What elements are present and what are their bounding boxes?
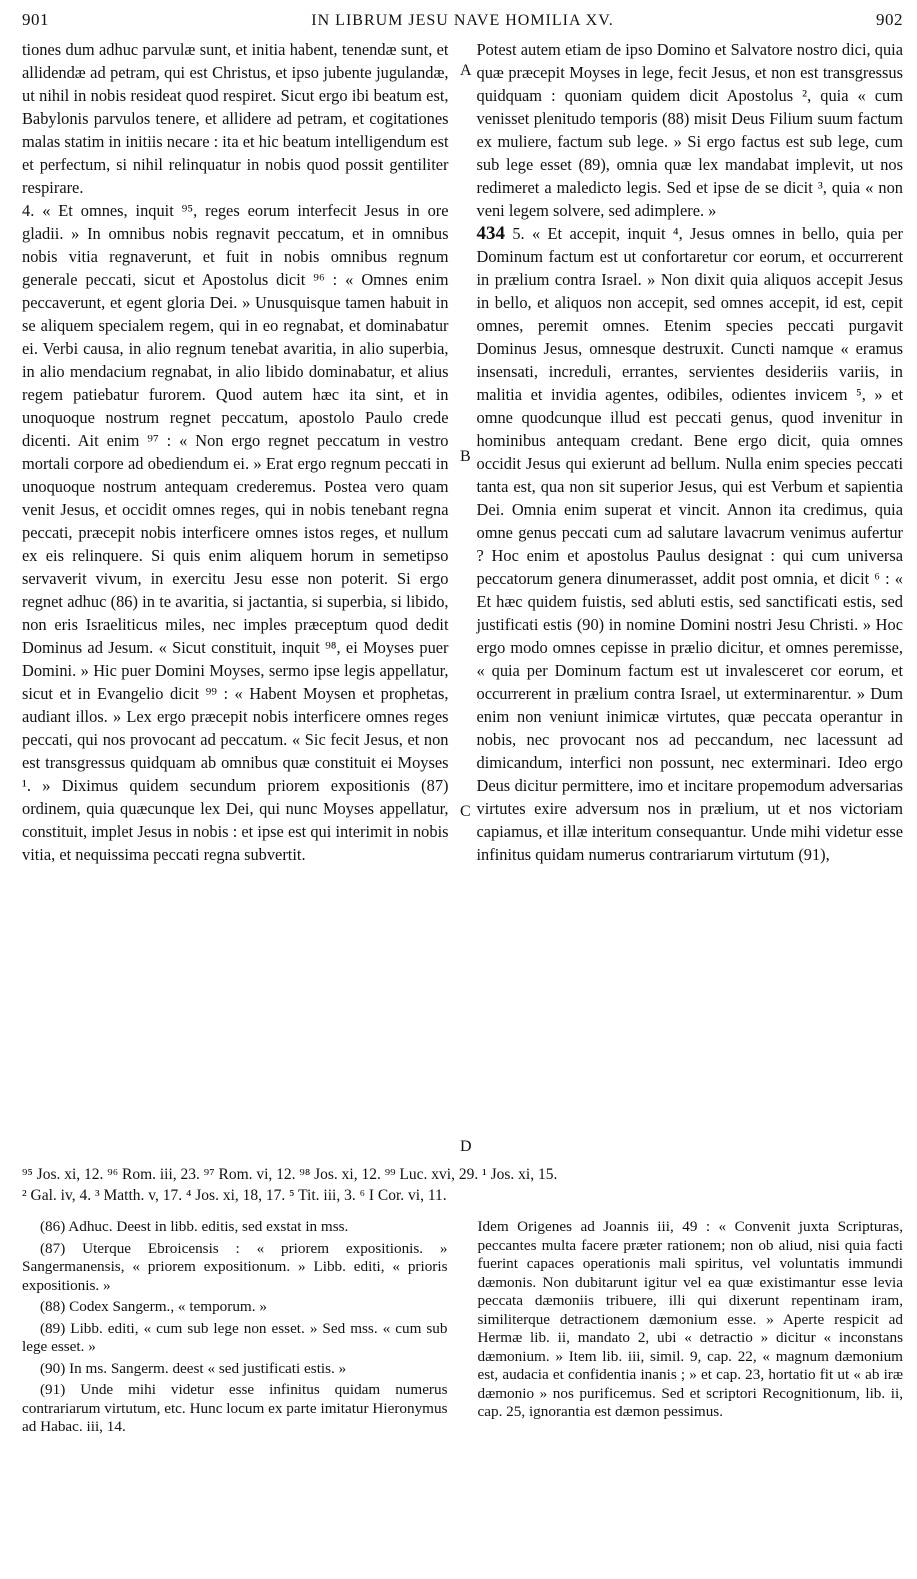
notes-right-column xyxy=(462,1218,904,1440)
margin-letter-c: C xyxy=(460,803,471,820)
main-text xyxy=(22,38,903,1156)
scripture-references xyxy=(22,1164,903,1206)
margin-letter-d: D xyxy=(460,1138,472,1155)
editorial-notes xyxy=(22,1218,903,1440)
note-91-continued: Idem Origenes ad Joannis iii, 49 : « Convenit juxta Scripturas, peccantes multa facere præter rationem; non ob aliud, nisi quia facti fuerint capaces operationis mali spiritus, vel voluntatis immundi dæmonis. Non dubitarunt igitur vel ea quæ existimantur esse levia peccata dæmoniis tribuere, illi qui dixerunt repentinam iram, similiterque detractionem dæmonium esse. » Aperte respicit ad Hermæ lib. ii, mandato 2, ubi « detractio » dicitur « inconstans dæmonium. » Item lib. iii, simil. 9, cap. 22, « magnum dæmonium est, audacia et confidentia inanis ; » et cap. 23, hortatio fit ut « ab iræ dæmonio » nos purificemus. Sed et scriptori Recognitionum, lib. ii, cap. 25, ignorantia est dæmon pessimus. xyxy=(477,1218,903,1420)
notes-left-column xyxy=(22,1218,462,1440)
note-86: (86) Adhuc. Deest in libb. editis, sed exstat in mss. xyxy=(40,1218,349,1235)
margin-letter-b: B xyxy=(460,448,471,465)
note-91: (91) Unde mihi videtur esse infinitus quidam numerus contrariarum virtutum, etc. Hunc locum ex parte imitatur Hieronymus ad Habac. iii, 14. xyxy=(22,1381,448,1435)
reference-line-2: ² Gal. iv, 4. ³ Matth. v, 17. ⁴ Jos. xi, 18, 17. ⁵ Tit. iii, 3. ⁶ I Cor. vi, 11. xyxy=(22,1187,447,1204)
note-87: (87) Uterque Ebroicensis : « priorem expositionis. » Sangermanensis, « priorem expositionum. » Libb. editi, « prioris expositionis. » xyxy=(22,1239,448,1294)
right-column xyxy=(463,38,904,1156)
running-title: IN LIBRUM JESU NAVE HOMILIA XV. xyxy=(311,12,614,29)
right-paragraph-2 xyxy=(477,222,904,866)
note-88: (88) Codex Sangerm., « temporum. » xyxy=(40,1298,267,1315)
column-marker-434: 434 xyxy=(476,223,505,244)
running-header xyxy=(22,10,903,34)
right-paragraph-1: Potest autem etiam de ipso Domino et Salvatore nostro dici, quia quæ præcepit Moyses in lege, fecit Jesus, et non est transgressus quidquam : quoniam quidem dicit Apostolus ², quia « cum venisset plenitudo temporis (88) misit Deus Filium suum factum ex muliere, factum sub lege. » Si ergo factus est sub lege, cum sub lege esset (89), omnia quæ lex mandabat implevit, ut nos redimeret a maledicto legis. Sed et ipse de se dicit ³, quia « non veni legem solvere, sed adimplere. » xyxy=(476,40,903,220)
left-paragraph-2: 4. « Et omnes, inquit ⁹⁵, reges eorum interfecit Jesus in ore gladii. » In omnibus nobis regnavit peccatum, et in omnibus nobis vitia regnaverunt, et fuit in nobis omnibus regnum generale peccati, sicut et Apostolus dicit ⁹⁶ : « Omnes enim peccaverunt, et egent gloria Dei. » Unusquisque tamen habuit in se aliquem specialem regem, qui in eo regnabat, et dominabatur ei. Verbi causa, in alio regnum tenebat avaritia, in alio superbia, in alio mendacium regnabat, in alio libido dominabatur, et alius regem patiebatur furorem. Quod autem hæc ita sint, et in unoquoque nostrum regnet peccatum, apostolo Paulo crede dicenti. Ait enim ⁹⁷ : « Non ergo regnet peccatum in vestro mortali corpore ad obediendum ei. » Erat ergo regnum peccati in unoquoque nostrum antequam crederemus. Postea vero quam venit Jesus, et occidit omnes reges, qui in nobis tenebant regna peccati, præcepit nobis interficere omnes istos reges, et nullum ex eis relinquere. Si quis enim aliquem horum in semetipso servaverit vivum, in exercitu Jesu esse non poterit. Si ergo regnet adhuc (86) in te avaritia, si jactantia, si superbia, si libido, non eris Israeliticus miles, nec imples præceptum quod dedit Dominus ad Jesum. « Sicut constituit, inquit ⁹⁸, ei Moyses puer Domini. » Hic puer Domini Moyses, sermo ipse legis appellatur, sicut et in Evangelio dicit ⁹⁹ : « Habent Moysen et prophetas, audiant illos. » Lex ergo præcepit nobis interficere omnes reges peccati, qui nos provocant ad peccatum. « Sic fecit Jesus, et non est transgressus quidquam ab omnibus quæ constituit ei Moyses ¹. » Diximus quidem secundum priorem expositionis (87) ordinem, quia quæcunque lex Dei, qui nunc Moyses appellatur, constituit, implet Jesus in nobis : et ipse est qui interimit in nobis vitia, et nequissima peccati regna subvertit. xyxy=(22,201,449,864)
note-90: (90) In ms. Sangerm. deest « sed justificati estis. » xyxy=(40,1359,347,1377)
margin-letter-a: A xyxy=(460,62,472,79)
left-paragraph-1: tiones dum adhuc parvulæ sunt, et initia habent, tenendæ sunt, et allidendæ ad petram, qui est Christus, et ipso jubente jugulandæ, ut nihil in nobis resideat quod respiret. Sicut ergo ibi beatum est, Babylonis parvulos tenere, et allidere ad petram, et cogitationes malas statim in initiis necare : ita et hic beatum intelligendum est et perfectum, si nihil relinquatur in nobis quod possit gentiliter respirare. xyxy=(22,40,449,197)
right-page-number: 902 xyxy=(875,10,903,29)
left-column xyxy=(22,38,463,1156)
right-paragraph-2-text: 5. « Et accepit, inquit ⁴, Jesus omnes in bello, quia per Dominum factum est ut confortaretur cor eorum, et occurrerent in prælium contra Israel. » Non dixit quia aliquos accepit Jesus in bello, et aliquos non accepit, sed omnes accepit, id est, cepit omnes, peremit omnes. Etenim species peccati purgavit Dominus Jesus, omnesque destruxit. Cuncti namque « eramus insensati, increduli, errantes, servientes desideriis variis, in malitia et invidia agentes, odibiles, odientes invicem ⁵, » et omne quodcunque illud est peccati genus, quod invenitur in hominibus antequam credant. Bene ergo dicit, quia omnes occidit Jesus qui exierunt ad bellum. Nulla enim species peccati tanta est, qua non sit superior Jesus, qui est Verbum et sapientia Dei. Omnia enim superat et vincit. Annon ita credimus, quia omne genus peccati cum ad salutare lavacrum venimus aufertur ? Hoc enim et apostolus Paulus designat : qui cum universa peccatorum genera dinumerasset, addit post omnia, et dicit ⁶ : « Et hæc quidem fuistis, sed abluti estis, sed sanctificati estis, sed justificati estis (90) in nomine Domini nostri Jesu Christi. » Hoc ergo modo omnes cepisse in prælio dicitur, et omnes peremisse, « quia per Dominum factum est ut invalesceret cor eorum, et occurrerent in prælium contra Israel, ut exterminarentur. » Dum enim non veniunt inimicæ virtutes, quæ peccata operantur in nobis, nec provocant nos ad peccandum, nec lacessunt ad dimicandum, interfici non possunt, nec exterminari. Ideo ergo Deus dicitur permittere, imo et incitare propemodum adversarias virtutes exire adversum nos in prælium, ut et nos victoriam capiamus, et illæ interitum consequantur. Unde mihi videtur esse infinitus quidam numerus contrariarum virtutum (91), xyxy=(476,224,903,864)
note-89: (89) Libb. editi, « cum sub lege non esset. » Sed mss. « cum sub lege esset. » xyxy=(22,1319,448,1355)
reference-line-1: ⁹⁵ Jos. xi, 12. ⁹⁶ Rom. iii, 23. ⁹⁷ Rom. vi, 12. ⁹⁸ Jos. xi, 12. ⁹⁹ Luc. xvi, 29. ¹ Jos. xi, 15. xyxy=(22,1166,558,1183)
left-page-number: 901 xyxy=(22,10,49,29)
